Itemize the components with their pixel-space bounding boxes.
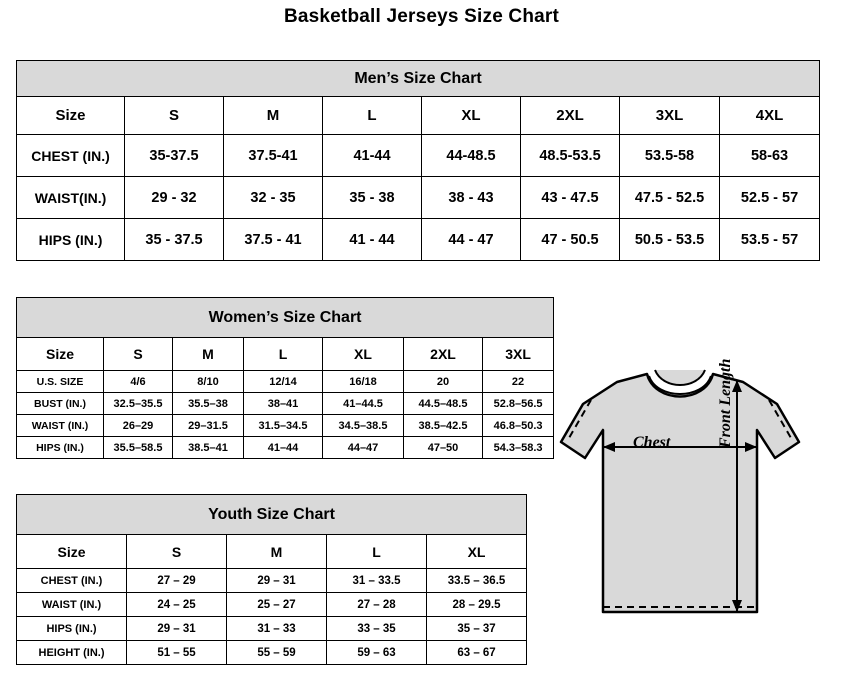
youth-chart-title-row bbox=[17, 495, 527, 535]
womens-cell: 12/14 bbox=[244, 371, 323, 393]
mens-cell: 48.5-53.5 bbox=[521, 135, 620, 177]
mens-header-cell: M bbox=[224, 97, 323, 135]
mens-row-label: WAIST(IN.) bbox=[17, 177, 125, 219]
mens-cell: 53.5-58 bbox=[620, 135, 720, 177]
mens-header-cell: L bbox=[323, 97, 422, 135]
jersey-body-shape bbox=[561, 374, 799, 612]
jersey-outline-svg bbox=[545, 330, 835, 660]
mens-cell: 43 - 47.5 bbox=[521, 177, 620, 219]
mens-cell: 38 - 43 bbox=[422, 177, 521, 219]
mens-cell: 58-63 bbox=[720, 135, 820, 177]
youth-cell: 27 – 29 bbox=[127, 569, 227, 593]
youth-cell: 29 – 31 bbox=[227, 569, 327, 593]
womens-header-cell: 3XL bbox=[483, 338, 554, 371]
womens-cell: 44–47 bbox=[323, 437, 404, 459]
front-length-measure-label: Front Length bbox=[717, 358, 734, 448]
table-row bbox=[17, 219, 820, 261]
youth-cell: 35 – 37 bbox=[427, 617, 527, 641]
womens-header-row bbox=[17, 338, 554, 371]
mens-chart-title: Men’s Size Chart bbox=[17, 61, 820, 97]
youth-size-chart-table bbox=[16, 494, 527, 665]
mens-header-row bbox=[17, 97, 820, 135]
youth-cell: 27 – 28 bbox=[327, 593, 427, 617]
mens-header-cell: XL bbox=[422, 97, 521, 135]
womens-cell: 32.5–35.5 bbox=[104, 393, 173, 415]
mens-cell: 35 - 37.5 bbox=[125, 219, 224, 261]
womens-chart-title-row bbox=[17, 298, 554, 338]
table-row bbox=[17, 371, 554, 393]
youth-cell: 28 – 29.5 bbox=[427, 593, 527, 617]
mens-header-cell: 2XL bbox=[521, 97, 620, 135]
youth-row-label: CHEST (IN.) bbox=[17, 569, 127, 593]
womens-cell: 41–44.5 bbox=[323, 393, 404, 415]
womens-cell: 31.5–34.5 bbox=[244, 415, 323, 437]
youth-row-label: HIPS (IN.) bbox=[17, 617, 127, 641]
mens-cell: 29 - 32 bbox=[125, 177, 224, 219]
table-row bbox=[17, 617, 527, 641]
womens-row-label: WAIST (IN.) bbox=[17, 415, 104, 437]
womens-header-cell: L bbox=[244, 338, 323, 371]
mens-cell: 35-37.5 bbox=[125, 135, 224, 177]
chest-measure-label: Chest bbox=[633, 434, 671, 451]
table-row bbox=[17, 393, 554, 415]
table-row bbox=[17, 437, 554, 459]
womens-header-cell: M bbox=[173, 338, 244, 371]
youth-header-cell: L bbox=[327, 535, 427, 569]
womens-row-label: HIPS (IN.) bbox=[17, 437, 104, 459]
womens-cell: 38.5–42.5 bbox=[404, 415, 483, 437]
table-row bbox=[17, 135, 820, 177]
jersey-measurement-diagram bbox=[545, 330, 835, 660]
mens-cell: 47 - 50.5 bbox=[521, 219, 620, 261]
mens-cell: 41 - 44 bbox=[323, 219, 422, 261]
page-title: Basketball Jerseys Size Chart bbox=[283, 6, 560, 27]
youth-cell: 51 – 55 bbox=[127, 641, 227, 665]
womens-cell: 20 bbox=[404, 371, 483, 393]
mens-cell: 44 - 47 bbox=[422, 219, 521, 261]
mens-header-cell: 3XL bbox=[620, 97, 720, 135]
mens-cell: 52.5 - 57 bbox=[720, 177, 820, 219]
mens-cell: 37.5-41 bbox=[224, 135, 323, 177]
youth-header-cell: XL bbox=[427, 535, 527, 569]
womens-cell: 38.5–41 bbox=[173, 437, 244, 459]
womens-cell: 29–31.5 bbox=[173, 415, 244, 437]
youth-cell: 31 – 33 bbox=[227, 617, 327, 641]
youth-header-cell: Size bbox=[17, 535, 127, 569]
womens-cell: 47–50 bbox=[404, 437, 483, 459]
mens-row-label: CHEST (IN.) bbox=[17, 135, 125, 177]
mens-cell: 37.5 - 41 bbox=[224, 219, 323, 261]
womens-cell: 34.5–38.5 bbox=[323, 415, 404, 437]
table-row bbox=[17, 177, 820, 219]
womens-cell: 16/18 bbox=[323, 371, 404, 393]
womens-cell: 35.5–58.5 bbox=[104, 437, 173, 459]
womens-cell: 38–41 bbox=[244, 393, 323, 415]
mens-cell: 53.5 - 57 bbox=[720, 219, 820, 261]
womens-header-cell: S bbox=[104, 338, 173, 371]
mens-cell: 44-48.5 bbox=[422, 135, 521, 177]
womens-cell: 41–44 bbox=[244, 437, 323, 459]
youth-cell: 33.5 – 36.5 bbox=[427, 569, 527, 593]
youth-cell: 31 – 33.5 bbox=[327, 569, 427, 593]
youth-row-label: HEIGHT (IN.) bbox=[17, 641, 127, 665]
womens-cell: 54.3–58.3 bbox=[483, 437, 554, 459]
womens-cell: 8/10 bbox=[173, 371, 244, 393]
youth-header-row bbox=[17, 535, 527, 569]
youth-cell: 59 – 63 bbox=[327, 641, 427, 665]
womens-cell: 26–29 bbox=[104, 415, 173, 437]
youth-row-label: WAIST (IN.) bbox=[17, 593, 127, 617]
youth-header-cell: M bbox=[227, 535, 327, 569]
youth-cell: 33 – 35 bbox=[327, 617, 427, 641]
mens-size-chart-table bbox=[16, 60, 820, 261]
womens-cell: 44.5–48.5 bbox=[404, 393, 483, 415]
mens-cell: 41-44 bbox=[323, 135, 422, 177]
youth-cell: 24 – 25 bbox=[127, 593, 227, 617]
womens-chart-title: Women’s Size Chart bbox=[17, 298, 554, 338]
womens-cell: 4/6 bbox=[104, 371, 173, 393]
youth-header-cell: S bbox=[127, 535, 227, 569]
mens-row-label: HIPS (IN.) bbox=[17, 219, 125, 261]
mens-cell: 47.5 - 52.5 bbox=[620, 177, 720, 219]
womens-size-chart-table bbox=[16, 297, 554, 459]
womens-header-cell: XL bbox=[323, 338, 404, 371]
womens-row-label: BUST (IN.) bbox=[17, 393, 104, 415]
table-row bbox=[17, 569, 527, 593]
mens-header-cell: Size bbox=[17, 97, 125, 135]
womens-header-cell: 2XL bbox=[404, 338, 483, 371]
mens-header-cell: S bbox=[125, 97, 224, 135]
womens-cell: 22 bbox=[483, 371, 554, 393]
mens-cell: 50.5 - 53.5 bbox=[620, 219, 720, 261]
womens-cell: 52.8–56.5 bbox=[483, 393, 554, 415]
womens-cell: 46.8–50.3 bbox=[483, 415, 554, 437]
mens-header-cell: 4XL bbox=[720, 97, 820, 135]
youth-cell: 63 – 67 bbox=[427, 641, 527, 665]
mens-cell: 32 - 35 bbox=[224, 177, 323, 219]
mens-chart-title-row bbox=[17, 61, 820, 97]
jersey-neckline bbox=[655, 370, 705, 385]
youth-cell: 25 – 27 bbox=[227, 593, 327, 617]
womens-header-cell: Size bbox=[17, 338, 104, 371]
youth-cell: 29 – 31 bbox=[127, 617, 227, 641]
youth-cell: 55 – 59 bbox=[227, 641, 327, 665]
womens-row-label: U.S. SIZE bbox=[17, 371, 104, 393]
youth-chart-title: Youth Size Chart bbox=[17, 495, 527, 535]
table-row bbox=[17, 641, 527, 665]
womens-cell: 35.5–38 bbox=[173, 393, 244, 415]
table-row bbox=[17, 415, 554, 437]
table-row bbox=[17, 593, 527, 617]
mens-cell: 35 - 38 bbox=[323, 177, 422, 219]
